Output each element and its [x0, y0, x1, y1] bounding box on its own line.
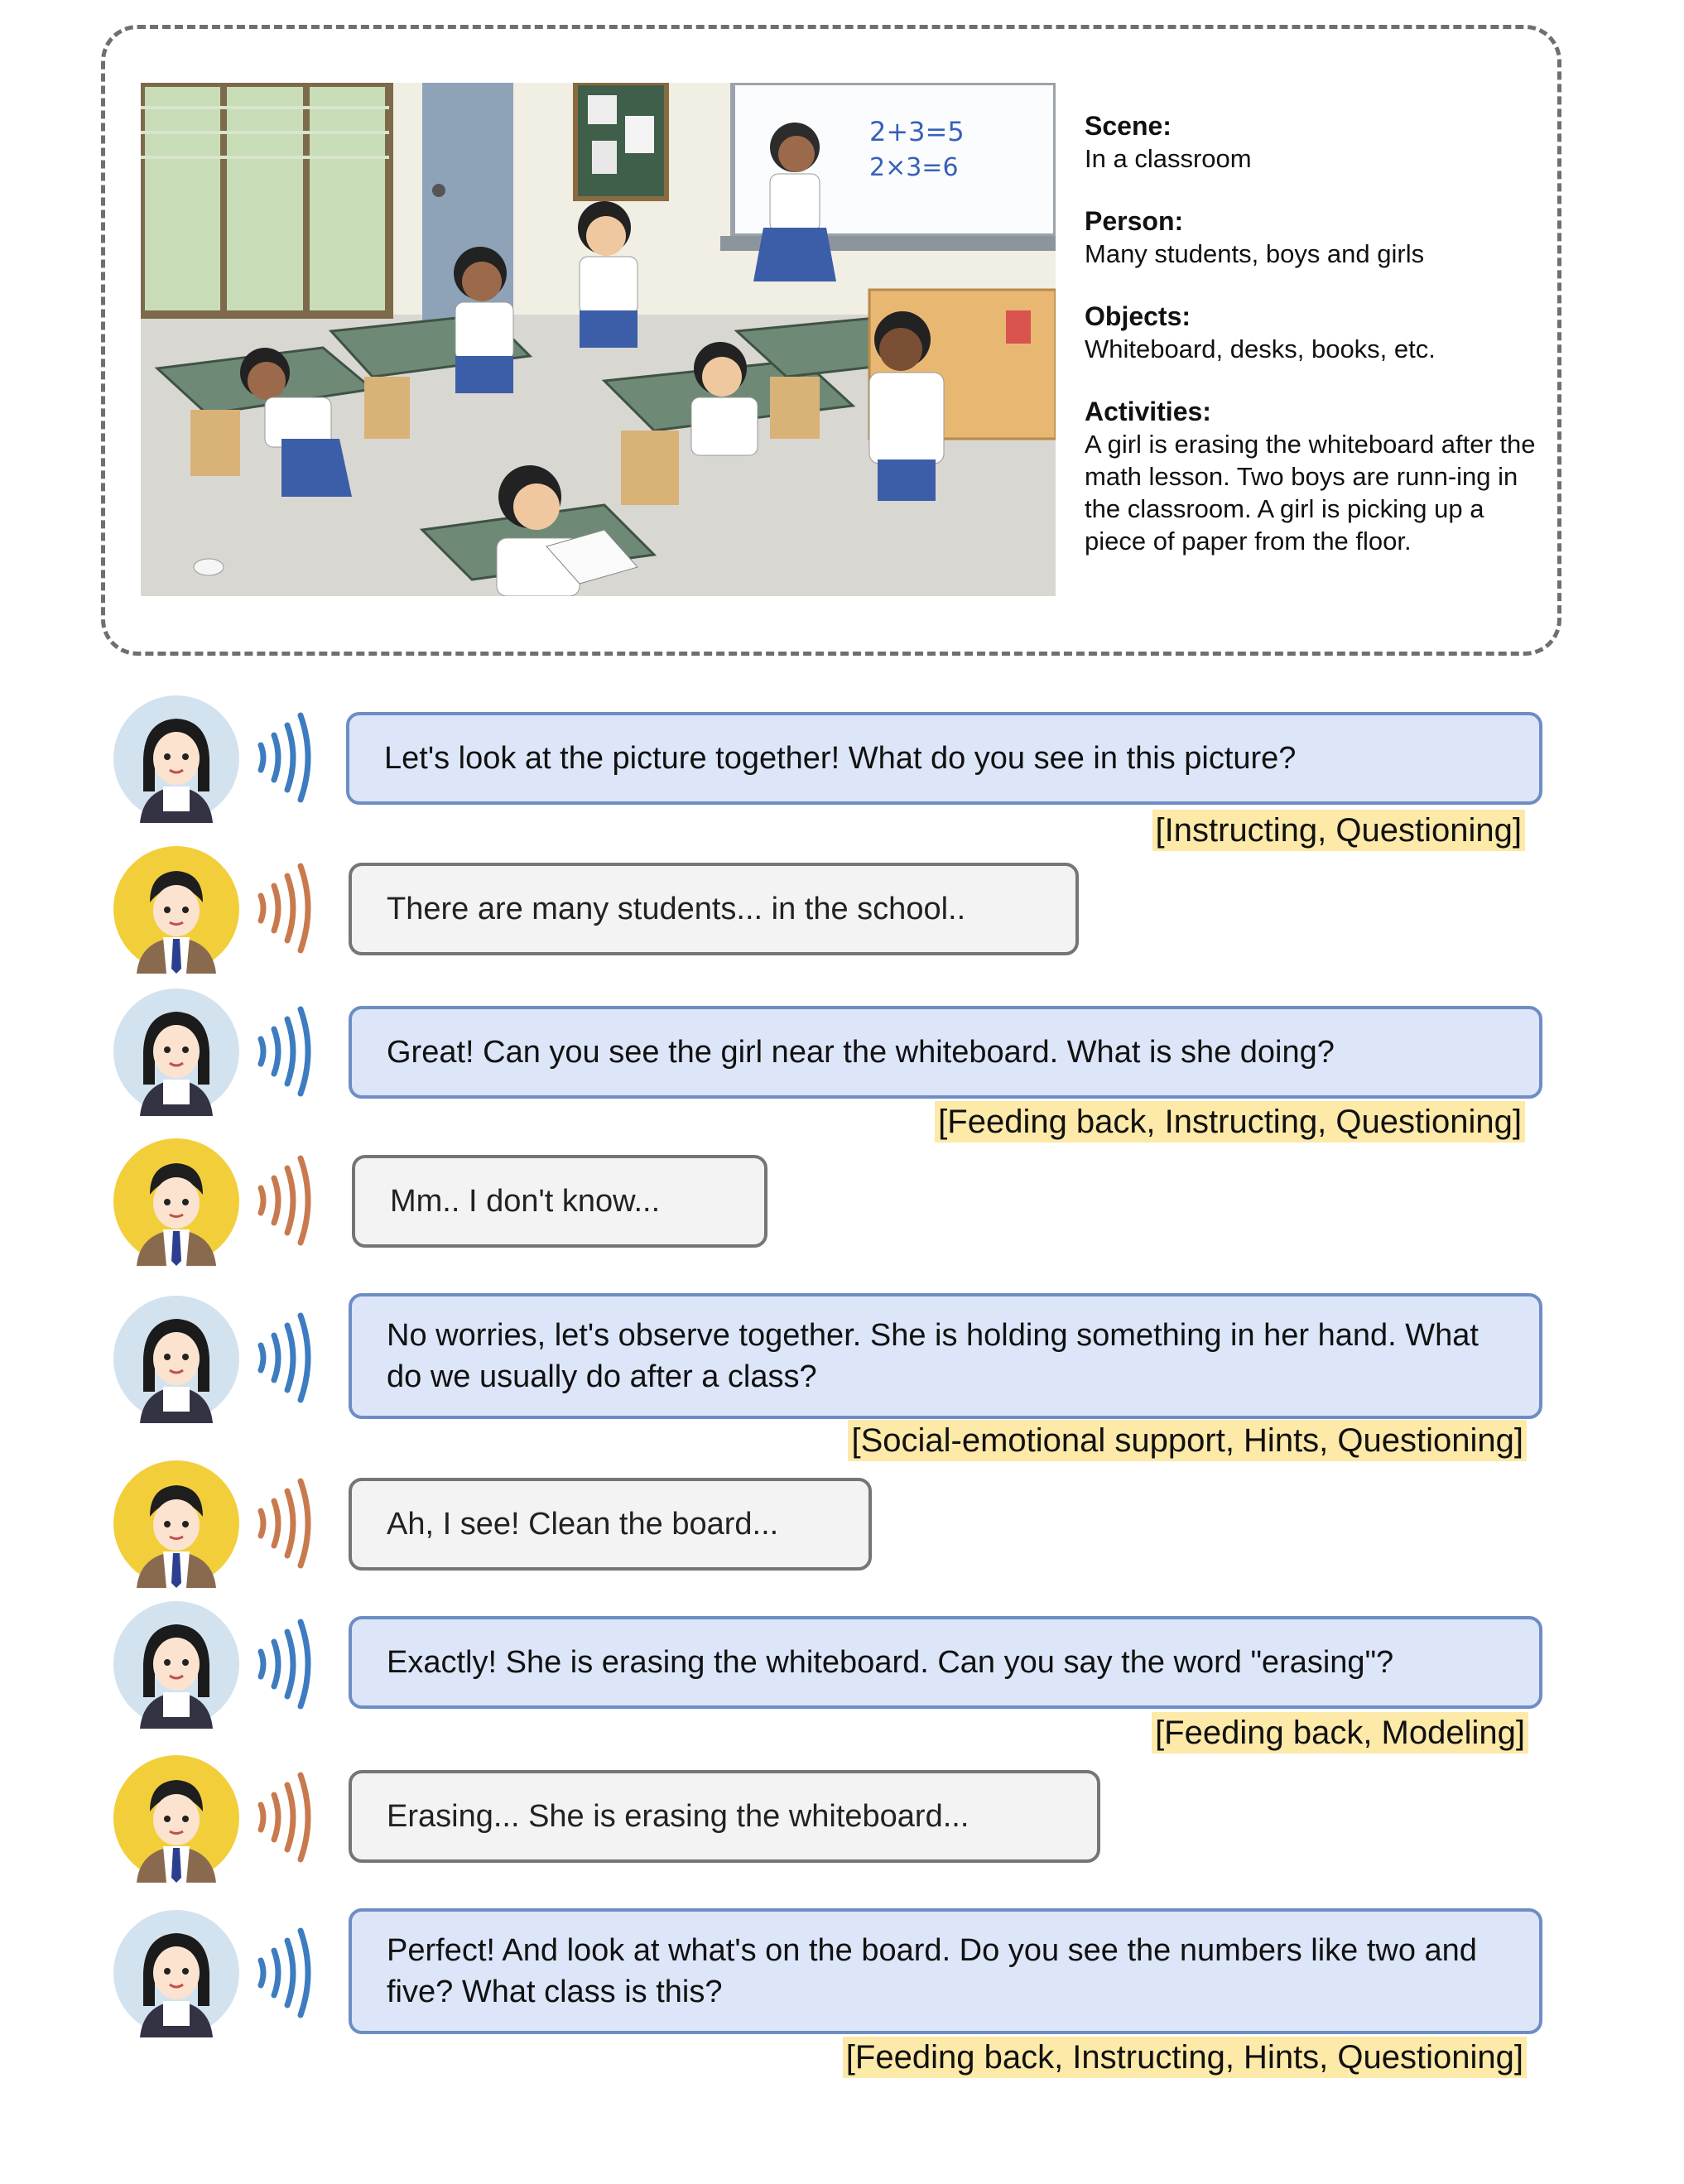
- strategy-tags: [Instructing, Questioning]: [1152, 810, 1525, 851]
- activities-label: Activities:: [1085, 397, 1211, 426]
- teacher-avatar: [112, 1294, 241, 1423]
- dialogue-bubble-teacher: [349, 1006, 1542, 1099]
- teacher-voice-wave-icon: [253, 1312, 315, 1403]
- student-avatar: [112, 1459, 241, 1588]
- dialogue-bubble-teacher: [346, 712, 1542, 805]
- scene-value: In a classroom: [1085, 144, 1252, 173]
- dialogue-bubble-student: [349, 1478, 872, 1571]
- teacher-voice-wave-icon: [253, 1619, 315, 1710]
- scene-annotations: [1085, 109, 1548, 587]
- student-avatar: [112, 844, 241, 974]
- dialogue-bubble-student: [352, 1155, 767, 1248]
- strategy-tags: [Feeding back, Instructing, Hints, Questioning]: [843, 2037, 1527, 2078]
- dialogue-text: Exactly! She is erasing the whiteboard. Can you say the word "erasing"?: [387, 1645, 1394, 1680]
- dialogue-text: There are many students... in the school..: [387, 892, 966, 926]
- teacher-voice-wave-icon: [253, 1927, 315, 2018]
- dialogue-text: Ah, I see! Clean the board...: [387, 1507, 779, 1542]
- board-equation-2: 2×3=6: [869, 153, 959, 182]
- objects-item: [1085, 300, 1548, 365]
- dialogue-bubble-teacher: [349, 1616, 1542, 1709]
- scene-item: [1085, 109, 1548, 175]
- activities-value: A girl is erasing the whiteboard after the math lesson. Two boys are runn-ing in the classroom. A girl is picking up a piece of paper from the floor.: [1085, 430, 1536, 556]
- teacher-avatar: [112, 694, 241, 823]
- teacher-avatar: [112, 1600, 241, 1729]
- teacher-avatar: [112, 1908, 241, 2037]
- teacher-voice-wave-icon: [253, 712, 315, 803]
- student-avatar: [112, 1753, 241, 1883]
- objects-label: Objects:: [1085, 301, 1191, 331]
- activities-item: [1085, 395, 1548, 557]
- dialogue-bubble-student: [349, 1770, 1100, 1863]
- dialogue-bubble-teacher: [349, 1293, 1542, 1419]
- dialogue-text: Mm.. I don't know...: [390, 1184, 661, 1219]
- student-voice-wave-icon: [253, 863, 315, 954]
- dialogue-bubble-teacher: [349, 1908, 1542, 2034]
- person-label: Person:: [1085, 206, 1184, 236]
- person-item: [1085, 204, 1548, 270]
- student-voice-wave-icon: [253, 1155, 315, 1246]
- board-equation-1: 2+3=5: [869, 116, 965, 147]
- student-voice-wave-icon: [253, 1772, 315, 1863]
- strategy-tags: [Feeding back, Modeling]: [1152, 1712, 1528, 1753]
- teacher-avatar: [112, 987, 241, 1116]
- student-avatar: [112, 1137, 241, 1266]
- strategy-tags: [Feeding back, Instructing, Questioning]: [935, 1101, 1525, 1143]
- dialogue-bubble-student: [349, 863, 1079, 955]
- dialogue-text: Perfect! And look at what's on the board. Do you see the numbers like two and five? What class is this?: [387, 1933, 1477, 2009]
- classroom-illustration: [141, 83, 1056, 596]
- scene-label: Scene:: [1085, 111, 1172, 141]
- teacher-voice-wave-icon: [253, 1006, 315, 1097]
- student-voice-wave-icon: [253, 1478, 315, 1569]
- dialogue-text: Great! Can you see the girl near the whiteboard. What is she doing?: [387, 1035, 1335, 1070]
- objects-value: Whiteboard, desks, books, etc.: [1085, 334, 1436, 363]
- dialogue-text: Let's look at the picture together! What do you see in this picture?: [384, 741, 1297, 776]
- person-value: Many students, boys and girls: [1085, 239, 1425, 268]
- dialogue-text: Erasing... She is erasing the whiteboard...: [387, 1799, 970, 1834]
- strategy-tags: [Social-emotional support, Hints, Questioning]: [848, 1420, 1527, 1461]
- dialogue-text: No worries, let's observe together. She is holding something in her hand. What do we usually do after a class?: [387, 1318, 1479, 1394]
